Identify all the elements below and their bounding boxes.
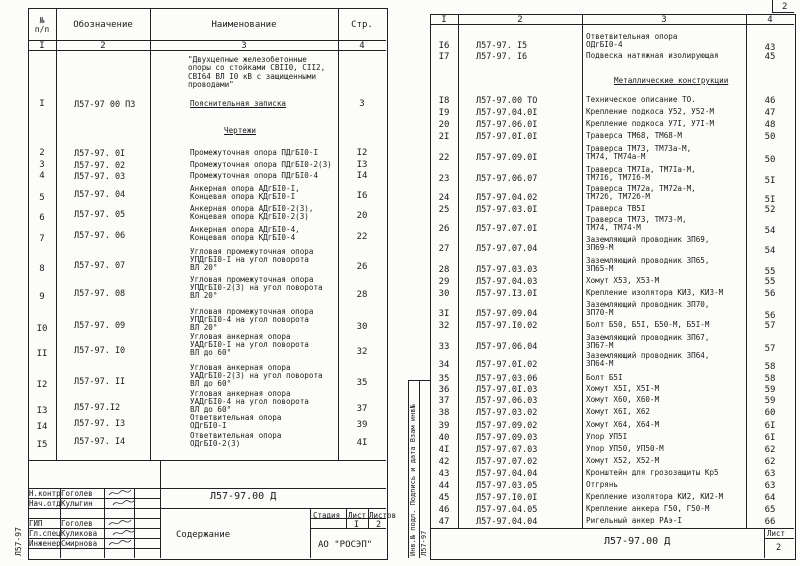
row-designation: Л57-97. I0 (74, 346, 126, 357)
row-number: 23 (438, 174, 450, 184)
row-number: 7 (39, 233, 45, 244)
row-name: Отгрянь (586, 480, 619, 489)
r-col-number-3: 3 (661, 15, 667, 25)
row-page: 55 (764, 267, 776, 277)
row-designation: Л57-97. 09 (74, 321, 126, 332)
row-page: 47 (764, 108, 776, 118)
row-number: II (36, 349, 48, 360)
row-number: 35 (438, 374, 450, 384)
row-page: I3 (356, 160, 368, 171)
row-designation: Л57-97.I0.0I (476, 493, 538, 503)
row-page: 30 (356, 322, 368, 333)
org-name: АО "РОСЭП" (318, 540, 373, 550)
row-designation: Л57-97. 05 (74, 209, 126, 220)
tb-role: Н.контр (29, 489, 61, 498)
row-page: 58 (764, 362, 776, 372)
row-number: 30 (438, 289, 450, 299)
row-page: 54 (764, 226, 776, 236)
row-number: 38 (438, 408, 450, 418)
left-side-code: Л57-97 (14, 527, 23, 556)
row-designation: Л57-97.0I.0I (476, 132, 538, 142)
title-note: "Двухцепные железобетонные опоры со стойками СВII0, СII2, СВI64 ВЛ I0 кВ с защищенными проводами" (188, 55, 326, 90)
row-name: Чертежи (224, 126, 257, 135)
right-side-code: Л57-97 (420, 530, 428, 556)
right-doc-code: Л57-97.00 Д (604, 536, 671, 547)
row-page: 66 (764, 517, 776, 527)
row-number: I5 (36, 439, 48, 450)
row-name: Хомут Х53, Х53-М (586, 276, 660, 285)
corner-sheet-number: 2 (782, 2, 788, 12)
tb-name: Кулыгин (61, 499, 93, 508)
row-number: 4I (438, 445, 450, 455)
row-page: 65 (764, 505, 776, 515)
row-number: I2 (36, 380, 48, 391)
row-name: Крепление подкоса У7I, У7I-М (586, 119, 715, 128)
row-designation: Л57-97.04.02 (476, 193, 538, 203)
row-page: 5I (764, 195, 776, 205)
row-designation: Л57-97.03.03 (476, 265, 538, 275)
row-page: 20 (356, 210, 368, 221)
row-page: 64 (764, 493, 776, 503)
row-name: Траверса ТМ7Iа, ТМ7Iа-М, ТМ7Iб, ТМ7Iб-М (586, 165, 696, 182)
row-page: 26 (356, 262, 368, 273)
row-designation: Л57-97. I3 (74, 418, 126, 429)
row-number: 28 (438, 265, 450, 275)
row-designation: Л57-97. 04 (74, 189, 126, 200)
row-name: Крепление изолятора КИ2, КИ2-М (586, 492, 724, 501)
row-number: I6 (438, 41, 450, 51)
row-name: Хомут Х6I, Х62 (586, 407, 651, 416)
row-designation: Л57-97.07.03 (476, 445, 538, 455)
row-name: Упор УП50, УП50-М (586, 444, 664, 453)
row-designation: Л57-97.06.04 (476, 342, 538, 352)
row-name: Ответвительная опора ОДгБI0-4 (586, 32, 678, 49)
row-name: Анкерная опора АДгБI0-4, Концевая опора КДгБI0-4 (190, 225, 300, 242)
right-sheet (400, 0, 800, 566)
row-designation: Л57-97.07.02 (476, 457, 538, 467)
row-name: Ригельный анкер РАэ-I (586, 516, 683, 525)
sheet-value: I (354, 520, 360, 530)
row-designation: Л57-97. 06 (74, 230, 126, 241)
row-number: 5 (39, 192, 45, 203)
row-page: I2 (356, 148, 368, 159)
row-page: 48 (764, 120, 776, 130)
right-sheet-value: 2 (776, 543, 782, 553)
row-name: Ответвительная опора ОДгБI0-2(3) (190, 431, 282, 448)
row-name: Промежуточная опора ПДгБI0-I (190, 148, 319, 157)
row-number: 34 (438, 360, 450, 370)
row-name: Болт Б5I (586, 373, 623, 382)
row-name: Заземляющий проводник ЗП69, ЗП69-М (586, 235, 710, 252)
col-number-2: 2 (100, 41, 106, 51)
row-designation: Л57-97. I6 (476, 52, 528, 62)
row-designation: Л57-97.03.06 (476, 374, 538, 384)
row-name: Угловая промежуточная опора УПДгБI0-4 на угол поворота ВЛ 20° (190, 307, 314, 332)
row-designation: Л57-97.03.0I (476, 205, 538, 215)
row-page: 6I (764, 421, 776, 431)
row-number: 40 (438, 433, 450, 443)
row-name: Траверса ТМ73, ТМ73-М, ТМ74, ТМ74-М (586, 215, 687, 232)
stage-label: Стадия (313, 511, 341, 520)
row-number: 2 (39, 148, 45, 159)
row-name: Траверса ТВ5I (586, 204, 646, 213)
row-name: Промежуточная опора ПДгБI0-2(3) (190, 160, 332, 169)
tb-role: Инженер (29, 539, 61, 548)
row-name: Хомут Х64, Х64-М (586, 420, 660, 429)
tb-name: Гоголев (61, 519, 93, 528)
row-page: 59 (764, 385, 776, 395)
row-number: I3 (36, 406, 48, 417)
row-name: Заземляющий проводник ЗП67, ЗП67-М (586, 333, 710, 350)
row-page: I4 (356, 171, 368, 182)
row-designation: Л57-97.0I.02 (476, 360, 538, 370)
row-designation: Л57-97.09.03 (476, 433, 538, 443)
row-number: 3 (39, 160, 45, 171)
row-page: 32 (356, 347, 368, 358)
row-page: 37 (356, 404, 368, 415)
row-designation: Л57-97. 03 (74, 172, 126, 182)
side-stamp-labels: Инв.№ подл. Подпись и дата Взам инв№ (409, 404, 417, 556)
row-page: 5I (764, 176, 776, 186)
content-label: Содержание (176, 530, 231, 540)
row-designation: Л57-97. 0I (74, 149, 126, 159)
row-name: Заземляющий проводник ЗП64, ЗП64-М (586, 351, 710, 368)
row-designation: Л57-97. 07 (74, 261, 126, 272)
row-number: 2I (438, 132, 450, 142)
header-page: Стр. (351, 20, 373, 30)
row-name: Кронштейн для грозозащиты Кр5 (586, 468, 719, 477)
row-name: Хомут Х60, Х60-М (586, 395, 660, 404)
row-number: 43 (438, 469, 450, 479)
row-designation: Л57-97 00 ПЗ (74, 100, 136, 110)
row-page: 57 (764, 321, 776, 331)
row-page: 28 (356, 290, 368, 301)
row-page: 57 (764, 344, 776, 354)
row-page: 56 (764, 289, 776, 299)
r-col-number-1: I (441, 15, 447, 25)
row-number: 6 (39, 212, 45, 223)
row-designation: Л57-97.04.05 (476, 505, 538, 515)
row-page: 22 (356, 231, 368, 242)
row-designation: Л57-97.06.0I (476, 120, 538, 130)
row-name: Техническое описание ТО. (586, 95, 696, 104)
r-col-number-4: 4 (767, 15, 773, 25)
row-number: 32 (438, 321, 450, 331)
row-page: 52 (764, 205, 776, 215)
row-number: I8 (438, 96, 450, 106)
row-designation: Л57-97.07.04 (476, 244, 538, 254)
row-designation: Л57-97.04.04 (476, 517, 538, 527)
row-designation: Л57-97.I0.02 (476, 321, 538, 331)
row-page: 63 (764, 469, 776, 479)
sheets-value: 2 (376, 520, 382, 530)
row-number: 4 (39, 171, 45, 182)
row-designation: Л57-97.06.07 (476, 174, 538, 184)
row-designation: Л57-97. I4 (74, 436, 126, 447)
row-name: Угловая анкерная опора УАДгБI0-2(3) на угол поворота ВЛ до 60° (190, 363, 323, 388)
row-page: 43 (764, 43, 776, 53)
row-page: 6I (764, 433, 776, 443)
sheets-label: Листов (369, 511, 397, 520)
row-designation: Л57-97.03.05 (476, 481, 538, 491)
row-designation: Л57-97.09.0I (476, 153, 538, 163)
row-designation: Л57-97.03.02 (476, 408, 538, 418)
row-number: I0 (36, 324, 48, 335)
row-page: 4I (356, 437, 368, 448)
row-name: Угловая промежуточная опора УПДгБI0-I на угол поворота ВЛ 20° (190, 247, 314, 272)
row-page: 58 (764, 374, 776, 384)
row-number: 44 (438, 481, 450, 491)
row-page: 3 (359, 99, 365, 110)
row-number: I4 (36, 421, 48, 432)
row-name: Анкерная опора АДгБI0-2(3), Концевая опора КДгБI0-2(3) (190, 204, 314, 221)
row-number: 45 (438, 493, 450, 503)
row-page: 50 (764, 132, 776, 142)
row-page: 56 (764, 311, 776, 321)
header-name: Наименование (211, 20, 277, 30)
row-number: 29 (438, 277, 450, 287)
row-name: Заземляющий проводник ЗП70, ЗП70-М (586, 300, 710, 317)
row-number: 22 (438, 153, 450, 163)
row-page: 59 (764, 396, 776, 406)
row-number: 46 (438, 505, 450, 515)
signature (112, 498, 136, 510)
row-page: 62 (764, 445, 776, 455)
row-page: 62 (764, 457, 776, 467)
row-number: 39 (438, 421, 450, 431)
row-name: Пояснительная записка (190, 99, 287, 108)
row-number: 24 (438, 193, 450, 203)
row-number: 26 (438, 224, 450, 234)
row-name: Подвеска натяжная изолирующая (586, 51, 719, 60)
row-page: 50 (764, 155, 776, 165)
row-designation: Л57-97.04.03 (476, 277, 538, 287)
tb-name: Гоголев (61, 489, 93, 498)
row-number: 9 (39, 292, 45, 303)
signature (108, 538, 132, 550)
row-page: 55 (764, 277, 776, 287)
col-number-4: 4 (359, 41, 365, 51)
header-designation: Обозначение (73, 20, 133, 30)
col-number-1: I (39, 41, 45, 51)
left-doc-code: Л57-97.00 Д (210, 491, 277, 502)
row-name: Металлические конструкции (614, 76, 729, 85)
row-page: 46 (764, 96, 776, 106)
row-page: 35 (356, 378, 368, 389)
row-name: Крепление подкоса У52, У52-М (586, 107, 715, 116)
row-name: Хомут Х5I, Х5I-М (586, 384, 660, 393)
row-name: Угловая анкерная опора УАДгБI0-I на угол поворота ВЛ до 60° (190, 332, 309, 357)
row-number: 27 (438, 244, 450, 254)
row-number: I (39, 99, 45, 110)
row-number: 3I (438, 309, 450, 319)
row-designation: Л57-97. 08 (74, 289, 126, 300)
row-number: 33 (438, 342, 450, 352)
tb-name: Смирнова (61, 539, 98, 548)
row-designation: Л57-97. II (74, 377, 126, 388)
row-designation: Л57-97.0I.03 (476, 385, 538, 395)
row-designation: Л57-97.06.03 (476, 396, 538, 406)
row-designation: Л57-97.09.02 (476, 421, 538, 431)
row-number: I7 (438, 52, 450, 62)
row-name: Угловая промежуточная опора УПДгБI0-2(3) на угол поворота ВЛ 20° (190, 275, 323, 300)
row-designation: Л57-97.04.04 (476, 469, 538, 479)
tb-role: ГИП (29, 519, 43, 528)
row-name: Ответвительная опора ОДгБI0-I (190, 413, 282, 430)
row-number: I9 (438, 108, 450, 118)
row-number: 20 (438, 120, 450, 130)
row-designation: Л57-97.04.0I (476, 108, 538, 118)
row-page: 45 (764, 52, 776, 62)
row-number: 8 (39, 264, 45, 275)
row-name: Хомут Х52, Х52-М (586, 456, 660, 465)
row-designation: Л57-97. 02 (74, 161, 126, 171)
row-name: Траверса ТМ73, ТМ73а-М, ТМ74, ТМ74а-М (586, 144, 692, 161)
row-page: I6 (356, 190, 368, 201)
row-designation: Л57-97.07.0I (476, 224, 538, 234)
row-name: Траверса ТМ72а, ТМ72а-М, ТМ72б, ТМ72б-М (586, 184, 696, 201)
row-designation: Л57-97.09.04 (476, 309, 538, 319)
tb-role: Нач.отд (29, 499, 61, 508)
r-col-number-2: 2 (517, 15, 523, 25)
row-name: Траверса ТМ68, ТМ68-М (586, 131, 683, 140)
row-number: 36 (438, 385, 450, 395)
row-number: 42 (438, 457, 450, 467)
row-name: Крепление анкера Г50, Г50-М (586, 504, 710, 513)
row-page: 39 (356, 419, 368, 430)
row-number: 47 (438, 517, 450, 527)
right-sheet-label: Лист (767, 529, 786, 538)
row-designation: Л57-97. I5 (476, 41, 528, 51)
row-name: Болт Б50, Б5I, Б50-М, Б5I-М (586, 320, 710, 329)
row-page: 60 (764, 408, 776, 418)
row-number: 37 (438, 396, 450, 406)
row-number: 25 (438, 205, 450, 215)
tb-name: Куликова (61, 529, 98, 538)
col-number-3: 3 (241, 41, 247, 51)
row-designation: Л57-97.I3.0I (476, 289, 538, 299)
row-designation: Л57-97.I2 (74, 403, 121, 414)
tb-role: Гл.спец (29, 529, 61, 538)
sheet-label: Лист (348, 511, 367, 520)
row-page: 54 (764, 246, 776, 256)
row-name: Анкерная опора АДгБI0-I, Концевая опора КДгБI0-I (190, 184, 300, 201)
row-designation: Л57-97.00 ТО (476, 96, 538, 106)
row-name: Крепление изолятора КИЗ, КИЗ-М (586, 288, 724, 297)
row-page: 63 (764, 481, 776, 491)
row-name: Промежуточная опора ПДгБI0-4 (190, 171, 319, 180)
row-name: Заземляющий проводник ЗП65, ЗП65-М (586, 256, 710, 273)
row-name: Угловая анкерная опора УАДгБI0-4 на угол поворота ВЛ до 60° (190, 389, 309, 414)
header-num: № п/п (34, 16, 50, 34)
row-name: Упор УП5I (586, 432, 628, 441)
